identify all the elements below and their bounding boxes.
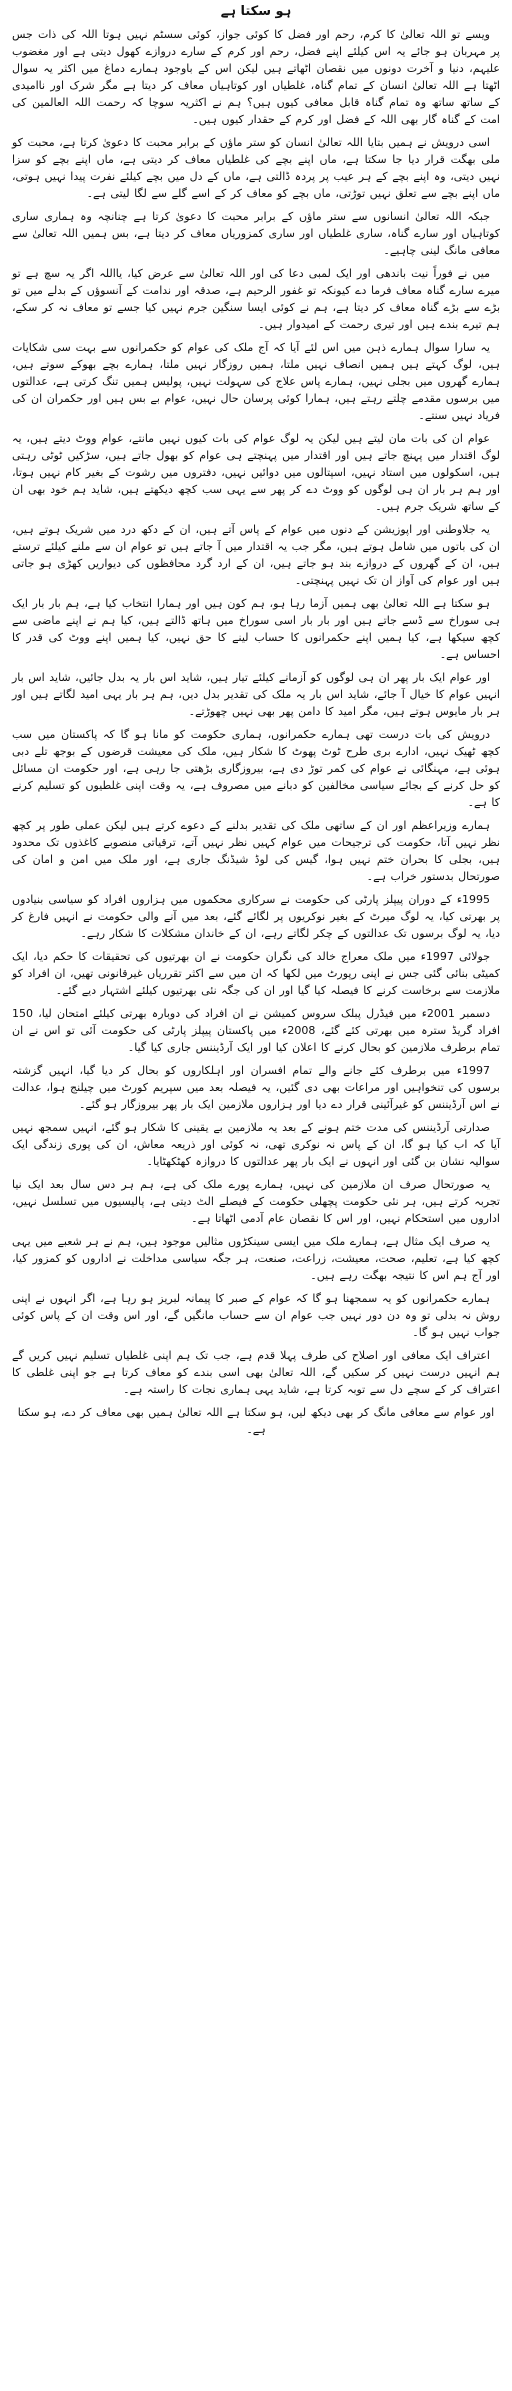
article-paragraph: 1997ء میں برطرف کئے جانے والے تمام افسران اور اہلکاروں کو بحال کر دیا گیا، انہیں گزشتہ برسوں کی تنخواہیں اور مراعات بھی دی گئیں، یہ فیصلہ بعد میں سپریم کورٹ میں چیلنج ہوا، عدالت نے اس آرڈیننس کو غیرآئینی قرار دے دیا اور ہزاروں ملازمین ایک بار پھر بیروزگار ہو گئے۔ bbox=[12, 1064, 500, 1111]
article-paragraph: اعتراف ایک معافی اور اصلاح کی طرف پہلا قدم ہے، جب تک ہم اپنی غلطیاں تسلیم نہیں کریں گے ہم انہیں درست نہیں کر سکیں گے، اللہ تعالیٰ بھی اسی بندے کو معاف کرتا ہے جو اپنی غلطی کا اعتراف کر کے سچے دل سے توبہ کرتا ہے، شاید یہی ہماری نجات کا راستہ ہے۔ bbox=[12, 1349, 500, 1396]
article-body bbox=[12, 26, 500, 1398]
article-paragraph: صدارتی آرڈیننس کی مدت ختم ہونے کے بعد یہ ملازمین بے یقینی کا شکار ہو گئے، انہیں سمجھ نہیں آیا کہ اب کیا ہو گا، ان کے پاس نہ نوکری تھی، نہ کوئی اور ذریعہ معاش، ان کی پوری زندگی ایک سوالیہ نشان بن گئی اور انہوں نے ایک بار پھر عدالتوں کا دروازہ کھٹکھٹایا۔ bbox=[12, 1121, 500, 1168]
article-paragraph: میں نے فوراً نیت باندھی اور ایک لمبی دعا کی اور اللہ تعالیٰ سے عرض کیا، یااللہ اگر یہ سچ ہے تو میرے سارے گناہ معاف فرما دے کیونکہ تو غفور الرحیم ہے، صدقہ اور ندامت کے آنسوؤں کے بدلے میں تو بڑے سے بڑے گناہ معاف کر دیتا ہے، ہم نے کوئی ایسا سنگین جرم نہیں کیا جسے تو معاف نہ کر سکے، ہم تیرے بندے ہیں اور تیری رحمت کے امیدوار ہیں۔ bbox=[12, 267, 500, 331]
article-paragraph: درویش کی بات درست تھی ہمارے حکمرانوں، ہماری حکومت کو مانا ہو گا کہ پاکستان میں سب کچھ ٹھیک نہیں، ادارے بری طرح ٹوٹ پھوٹ کا شکار ہیں، ملک کی معیشت قرضوں کے بوجھ تلے دبی ہوئی ہے، مہنگائی نے عوام کی کمر توڑ دی ہے، بیروزگاری بڑھتی جا رہی ہے، اور حکومت ان مسائل کو حل کرنے کے بجائے سیاسی مخالفین کو دبانے میں مصروف ہے، یہ وقت اپنی غلطیوں کو تسلیم کرنے کا ہے۔ bbox=[12, 728, 500, 809]
article-paragraph: 1995ء کے دوران پیپلز پارٹی کی حکومت نے سرکاری محکموں میں ہزاروں افراد کو سیاسی بنیادوں پر بھرتی کیا، یہ لوگ میرٹ کے بغیر نوکریوں پر لگائے گئے، بعد میں آنے والی حکومت نے انہیں فارغ کر دیا، یہ لوگ برسوں تک عدالتوں کے چکر لگاتے رہے، ان کے خاندان مشکلات کا شکار رہے۔ bbox=[12, 893, 500, 940]
article-paragraph: عوام ان کی بات مان لیتے ہیں لیکن یہ لوگ عوام کی بات کیوں نہیں مانتے، عوام ووٹ دیتے ہیں، یہ لوگ اقتدار میں پہنچ جاتے ہیں اور اقتدار میں پہنچتے ہی عوام کو بھول جاتے ہیں، سڑکیں ٹوٹی رہتی ہیں، اسکولوں میں استاد نہیں، اسپتالوں میں دوائیں نہیں، دفتروں میں رشوت کے بغیر کام نہیں ہوتا، اور ہم ہر بار ان ہی لوگوں کو ووٹ دے کر پھر سے یہی سب کچھ دیکھتے ہیں، شاید ہم خود بھی ان کے ساتھ شریک جرم ہیں۔ bbox=[12, 432, 500, 513]
article-paragraph: یہ سارا سوال ہمارے ذہن میں اس لئے آیا کہ آج ملک کی عوام کو حکمرانوں سے بہت سی شکایات ہیں، لوگ کہتے ہیں ہمیں انصاف نہیں ملتا، ہمیں روزگار نہیں ملتا، ہمارے بچے بھوکے سوتے ہیں، ہمارے گھروں میں بجلی نہیں، ہمارے پاس علاج کی سہولت نہیں، پولیس ہمیں تنگ کرتی ہے، عدالتوں میں برسوں مقدمے چلتے رہتے ہیں، ہمارا کوئی پرسان حال نہیں، عوام بے بس ہیں اور حکمران ان کی فریاد نہیں سنتے۔ bbox=[12, 341, 500, 422]
article-paragraph: ویسے تو اللہ تعالیٰ کا کرم، رحم اور فضل کا کوئی جواز، کوئی سسٹم نہیں ہوتا اللہ کی ذات جس پر مہربان ہو جائے یہ اس کیلئے اپنے فضل، رحم اور کرم کے سارے دروازے کھول دیتی ہے اور مغضوب علیہم، دنیا و آخرت دونوں میں نقصان اٹھاتے ہیں لیکن اس کے باوجود ہمارے دماغ میں اکثر یہ سوال اٹھتا ہے اللہ تعالیٰ انسان کے تمام گناہ، غلطیاں اور کوتاہیاں معاف کر دیتا ہے مگر شرک اور ناامیدی کے ساتھ ساتھ وہ تمام گناہ قابل معافی کیوں ہیں؟ ہم نے اکثریہ سوچا کہ رحمت اللہ العالمین کی امت کے گناہ گار بھی اللہ کے فضل اور کرم کے حقدار کیوں ہیں۔ bbox=[12, 28, 500, 126]
article-paragraph: جبکہ اللہ تعالیٰ انسانوں سے ستر ماؤں کے برابر محبت کا دعویٰ کرتا ہے چنانچہ وہ ہماری ساری کوتاہیاں اور سارے گناہ، ساری غلطیاں اور ساری کمزوریاں معاف کر دیتا ہے، بس ہمیں اللہ تعالیٰ سے معافی مانگ لینی چاہیے۔ bbox=[12, 210, 500, 257]
article-title: ہو سکتا ہے bbox=[220, 4, 292, 19]
article-paragraph: جولائی 1997ء میں ملک معراج خالد کی نگران حکومت نے ان بھرتیوں کی تحقیقات کا حکم دیا، ایک کمیٹی بنائی گئی جس نے اپنی رپورٹ میں لکھا کہ ان میں سے اکثر تقرریاں غیرقانونی تھیں، ان افراد کو ملازمت سے برخاست کرنے کا فیصلہ کیا گیا اور ان کی جگہ نئی بھرتیوں کیلئے اشتہار دیے گئے۔ bbox=[12, 950, 500, 997]
article-paragraph: ہو سکتا ہے اللہ تعالیٰ بھی ہمیں آزما رہا ہو، ہم کون ہیں اور ہمارا انتخاب کیا ہے، ہم بار بار ایک ہی سوراخ سے ڈسے جاتے ہیں اور بار بار اسی سوراخ میں ہاتھ ڈالتے ہیں، کیا ہم نے اپنے ماضی سے کچھ سیکھا ہے، کیا ہمیں اپنے حکمرانوں کا حساب لینے کا حق نہیں، کیا ہمیں اپنے ووٹ کی قدر کا احساس ہے۔ bbox=[12, 597, 500, 661]
article-paragraph: اور عوام ایک بار پھر ان ہی لوگوں کو آزمانے کیلئے تیار ہیں، شاید اس بار یہ بدل جائیں، شاید اس بار انہیں عوام کا خیال آ جائے، شاید اس بار یہ ملک کی تقدیر بدل دیں، ہم ہر بار یہی امید لگاتے ہیں اور ہر بار مایوس ہوتے ہیں، مگر امید کا دامن پھر بھی نہیں چھوڑتے۔ bbox=[12, 671, 500, 718]
article-paragraph: ہمارے حکمرانوں کو یہ سمجھنا ہو گا کہ عوام کے صبر کا پیمانہ لبریز ہو رہا ہے، اگر انہوں نے اپنی روش نہ بدلی تو وہ دن دور نہیں جب عوام ان سے حساب مانگیں گے، اور اس وقت ان کے پاس کوئی جواب نہیں ہو گا۔ bbox=[12, 1292, 500, 1339]
article-closing: اور عوام سے معافی مانگ کر بھی دیکھ لیں، ہو سکتا ہے اللہ تعالیٰ ہمیں بھی معاف کر دے، ہو سکتا ہے۔ bbox=[17, 1406, 495, 1436]
article-paragraph: یہ صرف ایک مثال ہے، ہمارے ملک میں ایسی سینکڑوں مثالیں موجود ہیں، ہم نے ہر شعبے میں یہی کچھ کیا ہے، تعلیم، صحت، معیشت، زراعت، صنعت، ہر جگہ سیاسی مداخلت نے اداروں کو کمزور کیا، اور آج ہم اس کا نتیجہ بھگت رہے ہیں۔ bbox=[12, 1235, 500, 1282]
article-paragraph: دسمبر 2001ء میں فیڈرل پبلک سروس کمیشن نے ان افراد کی دوبارہ بھرتی کیلئے امتحان لیا، 150 افراد گریڈ سترہ میں بھرتی کئے گئے، 2008ء میں پاکستان پیپلز پارٹی کی حکومت آئی تو اس نے ان تمام برطرف ملازمین کو بحال کرنے کا اعلان کیا اور ایک آرڈیننس جاری کیا گیا۔ bbox=[12, 1007, 500, 1054]
article-paragraph: یہ جلاوطنی اور اپوزیشن کے دنوں میں عوام کے پاس آتے ہیں، ان کے دکھ درد میں شریک ہوتے ہیں، ان کی باتوں میں شامل ہوتے ہیں، مگر جب یہ اقتدار میں آ جاتے ہیں تو عوام ان سے ملنے کیلئے ترستے ہیں، ان کے گھروں کے دروازے بند ہو جاتے ہیں، ان کے ارد گرد محافظوں کی دیواریں کھڑی ہو جاتی ہیں اور عوام کی آواز ان تک نہیں پہنچتی۔ bbox=[12, 523, 500, 587]
article-paragraph: ہمارے وزیراعظم اور ان کے ساتھی ملک کی تقدیر بدلنے کے دعوے کرتے ہیں لیکن عملی طور پر کچھ نظر نہیں آتا، حکومت کی ترجیحات میں عوام کہیں نظر نہیں آتے، ترقیاتی منصوبے کاغذوں تک محدود ہیں، بجلی کا بحران ختم نہیں ہوا، گیس کی لوڈ شیڈنگ جاری ہے، اور ملک میں امن و امان کی صورتحال بدستور خراب ہے۔ bbox=[12, 819, 500, 883]
article-paragraph: اسی درویش نے ہمیں بتایا اللہ تعالیٰ انسان کو ستر ماؤں کے برابر محبت کا دعویٰ کرتا ہے، محبت کو ملی بھگت قرار دیا جا سکتا ہے، ماں اپنے بچے کی غلطیاں معاف کر دیتی ہے، ماں اپنے بچے کو سزا نہیں دیتی، وہ اپنے بچے کے ہر عیب پر پردہ ڈالتی ہے، ماں کے دل میں بچے کیلئے نفرت پیدا نہیں ہوتی، ماں اپنے بچے سے تعلق نہیں توڑتی، ماں بچے کو معاف کر کے اسے گلے سے لگا لیتی ہے۔ bbox=[12, 136, 500, 200]
article-paragraph: یہ صورتحال صرف ان ملازمین کی نہیں، ہمارے پورے ملک کی ہے، ہم ہر دس سال بعد ایک نیا تجربہ کرتے ہیں، ہر نئی حکومت پچھلی حکومت کے فیصلے الٹ دیتی ہے، پالیسیوں میں تسلسل نہیں، اداروں میں استحکام نہیں، اور اس کا نقصان عام آدمی اٹھاتا ہے۔ bbox=[12, 1178, 500, 1225]
